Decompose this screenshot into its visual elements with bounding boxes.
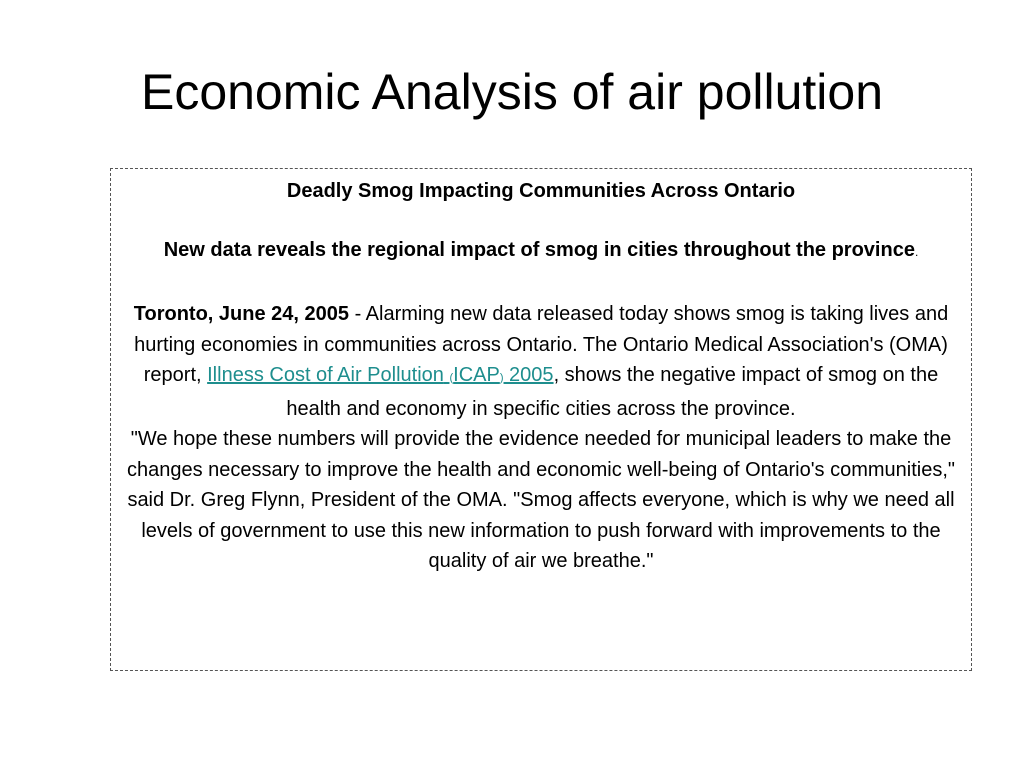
report-link[interactable]	[207, 364, 553, 386]
article-quote: "We hope these numbers will provide the evidence needed for municipal leaders to make the changes necessary to improve the health and economic well-being of Ontario's communities," said Dr. Greg Flynn, President of the OMA. "Smog affects everyone, which is why we need all levels of government to use this new information to push forward with improvements to the quality of air we breathe."	[126, 428, 955, 572]
report-link-paren-open: (	[449, 372, 454, 384]
subheadline-text: New data reveals the regional impact of smog in cities throughout the province	[163, 239, 915, 261]
article-dateline: Toronto, June 24, 2005	[133, 303, 350, 325]
subheadline-period: .	[914, 245, 919, 259]
article-subheadline	[123, 236, 959, 267]
report-link-paren-close: )	[499, 372, 504, 384]
report-link-title: Illness Cost of Air Pollution	[207, 364, 444, 386]
report-link-year: 2005	[503, 364, 554, 386]
slide-title: Economic Analysis of air pollution	[140, 64, 884, 120]
report-link-acronym: ICAP	[453, 364, 500, 386]
article-headline: Deadly Smog Impacting Communities Across Ontario	[286, 180, 796, 202]
article-body-lead: - Alarming new data released today shows smog is taking lives and hurting economies in communities across Ontario. The Ontario Medical Association's (OMA) report,	[134, 303, 949, 386]
article-body	[123, 299, 959, 424]
news-article-box	[110, 168, 972, 671]
article-body-tail: , shows the negative impact of smog on the health and economy in specific cities across the province.	[286, 364, 939, 420]
